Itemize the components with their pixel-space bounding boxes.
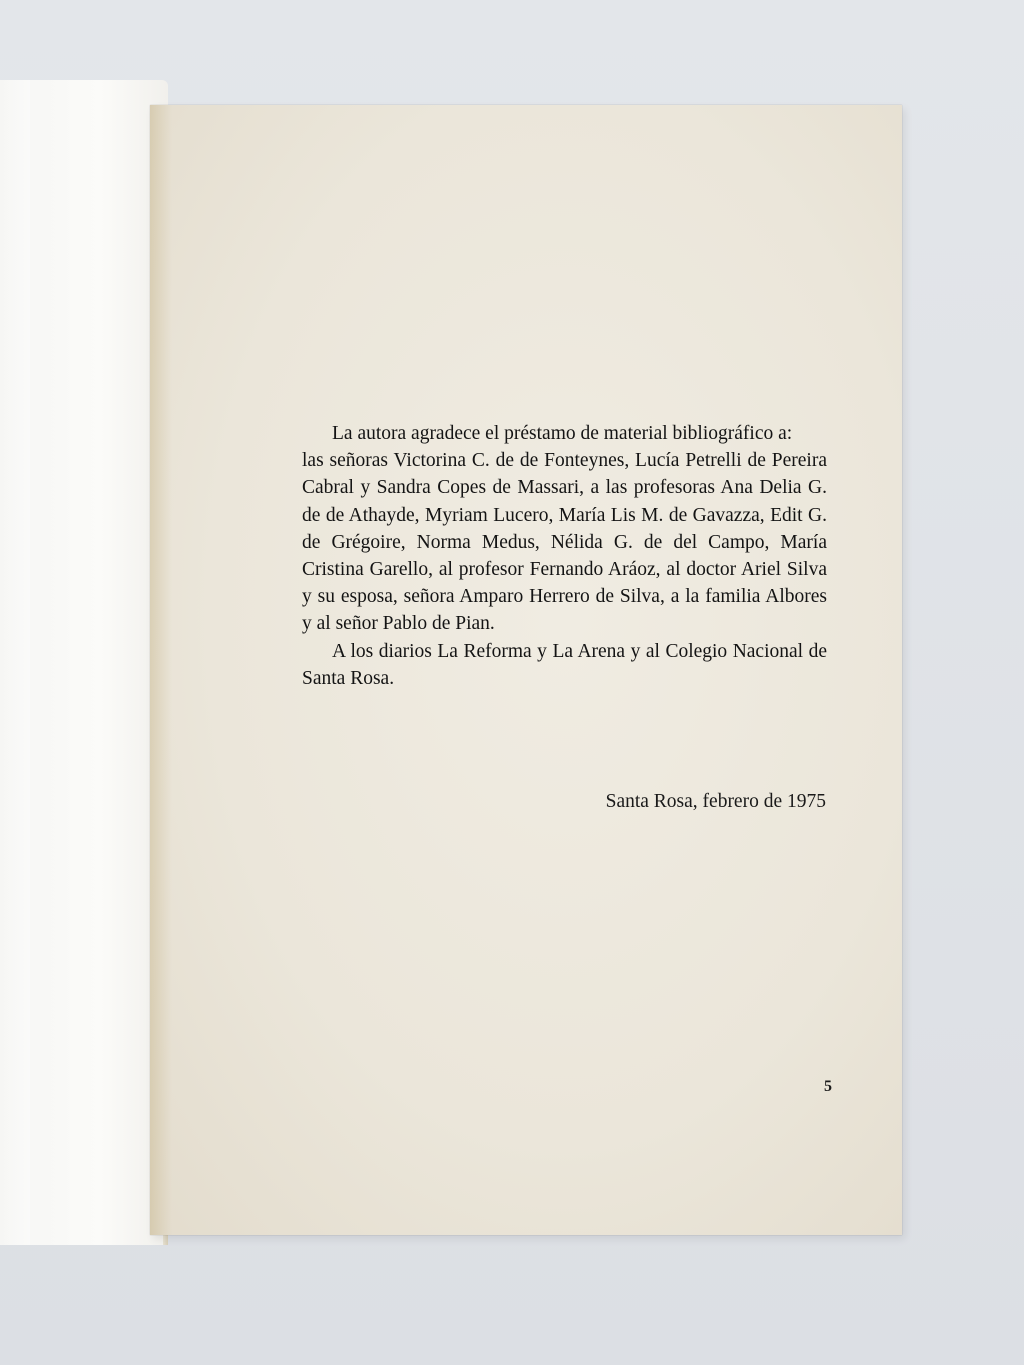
acknowledgement-names: las señoras Victorina C. de de Fonteynes, Lucía Petrelli de Pereira Cabral y Sandra Copes de Massari, a las profesoras Ana Delia G. de de Athayde, Myriam Lucero, María Lis M. de Gavazza, Edit G. de Grégoire, Norma Medus, Nélida G. de del Campo, María Cristina Garello, al profesor Fernando Aráoz, al doctor Ariel Silva y su esposa, señora Amparo Herrero de Silva, a la familia Albores y al señor Pablo de Pian. <box>302 450 827 635</box>
page-number: 5 <box>824 1078 832 1095</box>
book-page <box>150 105 902 1235</box>
previous-page-leaf <box>0 80 168 1245</box>
acknowledgements-text <box>302 420 827 692</box>
page-gutter-shadow <box>150 105 172 1235</box>
acknowledgement-intro: La autora agradece el préstamo de material bibliográfico a: <box>332 423 793 444</box>
place-date-signature: Santa Rosa, febrero de 1975 <box>605 791 826 812</box>
acknowledgement-institutions: A los diarios La Reforma y La Arena y al Colegio Nacional de Santa Rosa. <box>302 640 827 689</box>
leaf-highlight <box>0 80 30 1245</box>
